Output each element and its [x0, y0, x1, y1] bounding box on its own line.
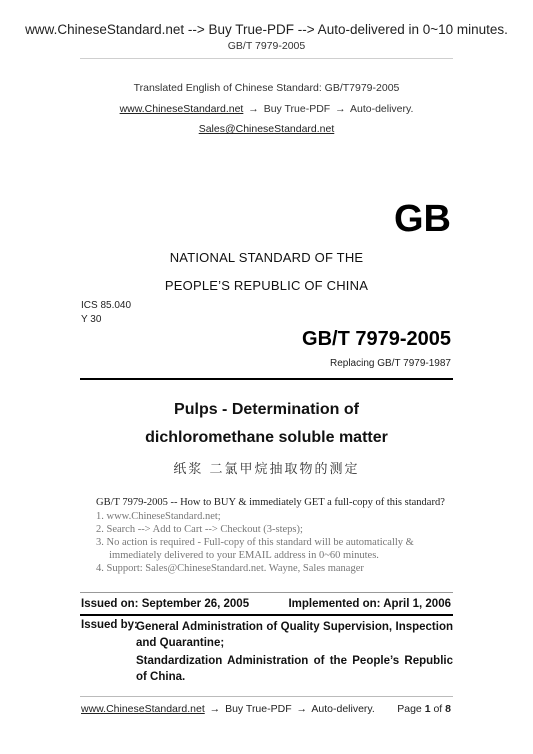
arrow-icon: →: [335, 103, 346, 115]
buy-item[interactable]: 1. www.ChineseStandard.net;: [96, 511, 221, 522]
dates-bottom-divider: [80, 614, 453, 616]
page-total: 8: [445, 703, 451, 715]
intro-links-line: [0, 103, 533, 115]
intro-auto-text: Auto-delivery.: [349, 103, 414, 115]
header-divider: [80, 58, 453, 59]
replacing-note: Replacing GB/T 7979-1987: [329, 358, 451, 369]
ccs-code: Y 30: [81, 314, 102, 325]
dates-top-divider: [80, 592, 453, 593]
footer-divider: [80, 696, 453, 697]
buy-item: immediately delivered to your EMAIL address in 0~60 minutes.: [96, 550, 379, 561]
buy-item: 2. Search --> Add to Cart --> Checkout (3-steps);: [96, 524, 303, 535]
header-code: GB/T 7979-2005: [227, 40, 306, 52]
cover-divider: [80, 378, 453, 380]
gb-mark: GB: [394, 198, 451, 240]
page-label: Page: [397, 703, 422, 715]
issued-by-label: Issued by:: [81, 619, 138, 631]
ics-code: ICS 85.040: [81, 300, 132, 311]
intro-site-link[interactable]: www.ChineseStandard.net: [119, 103, 244, 115]
buy-item: 4. Support: Sales@ChineseStandard.net. Wayne, Sales manager: [96, 563, 364, 574]
national-line-1: NATIONAL STANDARD OF THE: [169, 250, 364, 265]
implemented-date: Implemented on: April 1, 2006: [288, 598, 451, 610]
arrow-icon: →: [248, 103, 259, 115]
page-number: 1: [424, 703, 431, 715]
buy-item: 3. No action is required - Full-copy of this standard will be automatically &: [96, 537, 414, 548]
footer-links: [81, 703, 375, 715]
issuing-org-2: Standardization Administration of the People’s Republic of China.: [136, 655, 453, 683]
header-banner: www.ChineseStandard.net --> Buy True-PDF --> Auto-delivered in 0~10 minutes.: [25, 22, 508, 37]
footer-auto-text: Auto-delivery.: [311, 703, 375, 715]
title-line-1: Pulps - Determination of: [174, 401, 359, 418]
page-indicator: [397, 703, 451, 715]
issued-date: Issued on: September 26, 2005: [81, 598, 250, 610]
footer-site-link[interactable]: www.ChineseStandard.net: [81, 703, 205, 715]
footer-buy-text: Buy True-PDF: [225, 703, 292, 715]
page-of-label: of: [433, 703, 443, 715]
intro-email-line: [0, 123, 533, 135]
arrow-icon: →: [209, 703, 221, 715]
intro-buy-text: Buy True-PDF: [263, 103, 331, 115]
translated-line: Translated English of Chinese Standard: GB/T7979-2005: [133, 82, 400, 94]
intro-email-link[interactable]: Sales@ChineseStandard.net: [198, 123, 335, 135]
national-line-2: PEOPLE’S REPUBLIC OF CHINA: [164, 278, 369, 293]
title-chinese: 纸浆 二氯甲烷抽取物的测定: [173, 462, 360, 477]
standard-number: GB/T 7979-2005: [302, 328, 451, 350]
buy-heading: GB/T 7979-2005 -- How to BUY & immediately GET a full-copy of this standard?: [96, 497, 445, 508]
title-line-2: dichloromethane soluble matter: [145, 429, 388, 446]
issuing-org-1: General Administration of Quality Supervision, Inspection and Quarantine;: [136, 621, 453, 649]
arrow-icon: →: [296, 703, 308, 715]
